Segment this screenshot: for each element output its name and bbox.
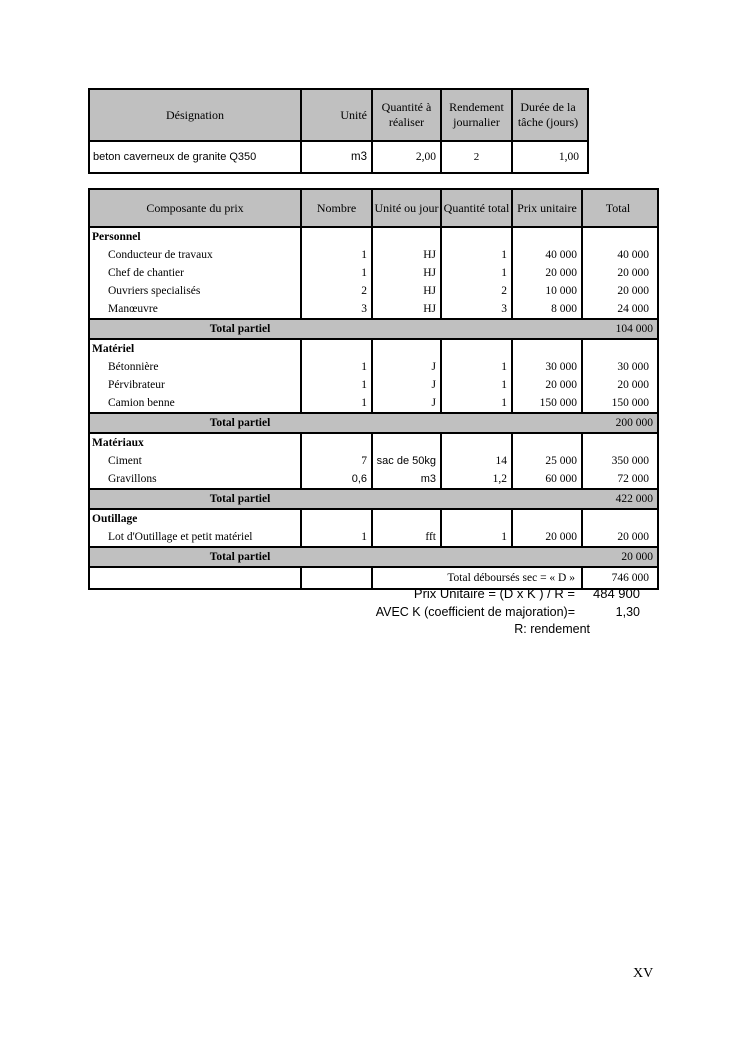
item-row xyxy=(90,300,657,318)
item-nombre: 1 xyxy=(302,376,373,394)
item-nombre: 1 xyxy=(302,264,373,282)
item-unite: m3 xyxy=(373,470,442,488)
item-quantite: 14 xyxy=(442,452,513,470)
empty-cell xyxy=(90,568,302,588)
item-label: Bétonnière xyxy=(90,358,302,376)
task-rendement: 2 xyxy=(442,142,513,172)
subtotal-value: 422 000 xyxy=(615,493,653,505)
task-table-header xyxy=(90,90,587,142)
section-row-materiel xyxy=(90,340,657,358)
item-nombre: 1 xyxy=(302,528,373,546)
item-row xyxy=(90,394,657,412)
empty-cell xyxy=(513,434,583,452)
item-row xyxy=(90,470,657,488)
empty-cell xyxy=(302,568,373,588)
empty-cell xyxy=(583,434,653,452)
empty-cell xyxy=(302,228,373,246)
page-number: XV xyxy=(633,966,654,981)
item-unite: HJ xyxy=(373,300,442,318)
item-prix: 30 000 xyxy=(513,358,583,376)
section-row-outillage xyxy=(90,510,657,528)
task-table xyxy=(88,88,589,174)
empty-cell xyxy=(442,340,513,358)
header-rendement-journalier: Rendement journalier xyxy=(442,90,513,140)
task-quantite: 2,00 xyxy=(373,142,442,172)
item-prix: 40 000 xyxy=(513,246,583,264)
subtotal-label: Total partiel xyxy=(209,493,271,505)
task-unite: m3 xyxy=(302,142,373,172)
prix-unitaire-value: 484 900 xyxy=(593,586,640,601)
header-prix-unitaire: Prix unitaire xyxy=(513,190,583,226)
item-total: 20 000 xyxy=(617,285,649,297)
item-label: Camion benne xyxy=(90,394,302,412)
header-unite-ou-jour: Unité ou jour xyxy=(373,190,442,226)
item-unite: HJ xyxy=(373,264,442,282)
empty-cell xyxy=(583,228,653,246)
header-quantite-total: Quantité total xyxy=(442,190,513,226)
empty-cell xyxy=(442,510,513,528)
item-quantite: 1 xyxy=(442,264,513,282)
section-title: Outillage xyxy=(90,510,302,528)
section-row-materiaux xyxy=(90,434,657,452)
subtotal-label: Total partiel xyxy=(209,323,271,335)
item-prix: 20 000 xyxy=(513,376,583,394)
item-quantite: 1 xyxy=(442,376,513,394)
item-label: Conducteur de travaux xyxy=(90,246,302,264)
section-title: Matériaux xyxy=(90,434,302,452)
item-total: 30 000 xyxy=(617,361,649,373)
item-total: 20 000 xyxy=(617,267,649,279)
item-unite: HJ xyxy=(373,246,442,264)
subtotal-value: 200 000 xyxy=(615,417,653,429)
item-quantite: 1 xyxy=(442,528,513,546)
item-nombre: 7 xyxy=(302,452,373,470)
item-prix: 20 000 xyxy=(513,528,583,546)
item-row xyxy=(90,376,657,394)
item-nombre: 1 xyxy=(302,394,373,412)
item-label: Chef de chantier xyxy=(90,264,302,282)
item-unite: HJ xyxy=(373,282,442,300)
empty-cell xyxy=(513,340,583,358)
item-prix: 8 000 xyxy=(513,300,583,318)
header-designation: Désignation xyxy=(90,90,302,140)
prix-unitaire-label: Prix Unitaire = (D x K ) / R = xyxy=(413,586,575,601)
subtotal-row-outillage xyxy=(90,546,657,568)
task-duree: 1,00 xyxy=(558,151,579,163)
price-table-header xyxy=(90,190,657,228)
section-row-personnel xyxy=(90,228,657,246)
item-quantite: 1 xyxy=(442,394,513,412)
item-prix: 20 000 xyxy=(513,264,583,282)
subtotal-row-materiaux xyxy=(90,488,657,510)
header-duree-tache: Durée de la tâche (jours) xyxy=(517,100,579,129)
header-composante: Composante du prix xyxy=(90,190,302,226)
item-unite: J xyxy=(373,394,442,412)
item-row xyxy=(90,452,657,470)
header-quantite-a-realiser: Quantité à réaliser xyxy=(373,90,442,140)
header-total: Total xyxy=(605,200,631,215)
item-nombre: 1 xyxy=(302,358,373,376)
item-quantite: 2 xyxy=(442,282,513,300)
subtotal-label: Total partiel xyxy=(209,551,271,563)
subtotal-row-materiel xyxy=(90,412,657,434)
task-designation: beton caverneux de granite Q350 xyxy=(90,142,302,172)
empty-cell xyxy=(583,510,653,528)
empty-cell xyxy=(302,434,373,452)
item-prix: 150 000 xyxy=(513,394,583,412)
rendement-line xyxy=(300,622,640,639)
subtotal-value: 20 000 xyxy=(621,551,653,563)
empty-cell xyxy=(373,228,442,246)
item-nombre: 1 xyxy=(302,246,373,264)
subtotal-label: Total partiel xyxy=(209,417,271,429)
item-unite: J xyxy=(373,376,442,394)
item-unite: fft xyxy=(373,528,442,546)
coefficient-line xyxy=(300,605,640,622)
item-row xyxy=(90,358,657,376)
item-row xyxy=(90,264,657,282)
empty-cell xyxy=(442,434,513,452)
item-total: 150 000 xyxy=(611,397,649,409)
empty-cell xyxy=(373,340,442,358)
empty-cell xyxy=(302,510,373,528)
subtotal-value: 104 000 xyxy=(615,323,653,335)
empty-cell xyxy=(442,228,513,246)
subtotal-row-personnel xyxy=(90,318,657,340)
empty-cell xyxy=(373,434,442,452)
item-label: Ouvriers specialisés xyxy=(90,282,302,300)
item-quantite: 1,2 xyxy=(442,470,513,488)
grand-total-value: 746 000 xyxy=(611,572,649,584)
item-label: Manœuvre xyxy=(90,300,302,318)
item-prix: 10 000 xyxy=(513,282,583,300)
section-title: Matériel xyxy=(90,340,302,358)
empty-cell xyxy=(373,510,442,528)
empty-cell xyxy=(513,228,583,246)
header-nombre: Nombre xyxy=(302,190,373,226)
price-components-table xyxy=(88,188,659,590)
empty-cell xyxy=(513,510,583,528)
item-quantite: 3 xyxy=(442,300,513,318)
item-row xyxy=(90,528,657,546)
item-row xyxy=(90,246,657,264)
item-row xyxy=(90,282,657,300)
item-label: Gravillons xyxy=(90,470,302,488)
rendement-note: R: rendement xyxy=(514,622,590,636)
item-total: 350 000 xyxy=(611,455,649,467)
item-label: Pérvibrateur xyxy=(90,376,302,394)
coefficient-value: 1,30 xyxy=(615,605,640,619)
item-nombre: 0,6 xyxy=(302,470,373,488)
prix-unitaire-line xyxy=(300,586,640,605)
item-prix: 60 000 xyxy=(513,470,583,488)
section-title: Personnel xyxy=(90,228,302,246)
item-prix: 25 000 xyxy=(513,452,583,470)
item-total: 20 000 xyxy=(617,379,649,391)
summary-block xyxy=(300,586,640,639)
empty-cell xyxy=(302,340,373,358)
item-quantite: 1 xyxy=(442,246,513,264)
item-quantite: 1 xyxy=(442,358,513,376)
item-nombre: 2 xyxy=(302,282,373,300)
grand-total-label: Total déboursés sec = « D » xyxy=(373,568,583,588)
item-total: 72 000 xyxy=(617,473,649,485)
item-unite: J xyxy=(373,358,442,376)
header-unite: Unité xyxy=(302,90,373,140)
item-label: Lot d'Outillage et petit matériel xyxy=(90,528,302,546)
item-total: 24 000 xyxy=(617,303,649,315)
item-nombre: 3 xyxy=(302,300,373,318)
coefficient-label: AVEC K (coefficient de majoration)= xyxy=(375,605,575,619)
grand-total-row xyxy=(90,568,657,588)
item-label: Ciment xyxy=(90,452,302,470)
item-total: 40 000 xyxy=(617,249,649,261)
item-unite: sac de 50kg xyxy=(373,452,442,470)
empty-cell xyxy=(583,340,653,358)
task-row xyxy=(90,142,587,172)
item-total: 20 000 xyxy=(617,531,649,543)
